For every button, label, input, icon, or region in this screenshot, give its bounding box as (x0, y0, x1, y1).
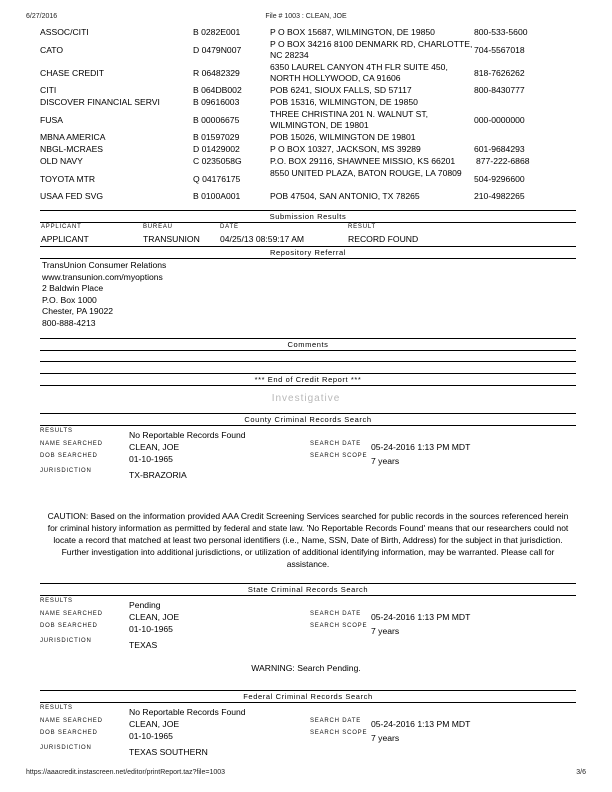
creditor-row: NBGL-MCRAES D 01429002 P O BOX 10327, JACKSON, MS 39289 601-9684293 (40, 144, 525, 154)
county-name: CLEAN, JOE (129, 442, 180, 452)
jurisdiction-label: JURISDICTION (40, 468, 92, 474)
county-dob: 01-10-1965 (129, 454, 173, 464)
applicant-label: APPLICANT (41, 224, 82, 230)
federal-result: No Reportable Records Found (129, 707, 246, 717)
county-jurisdiction: TX-BRAZORIA (129, 470, 187, 480)
applicant-value: APPLICANT (41, 234, 89, 244)
state-search-header: State Criminal Records Search (40, 583, 576, 596)
creditor-row: USAA FED SVG B 0100A001 POB 47504, SAN ANTONIO, TX 78265 210-4982265 (40, 191, 525, 201)
bureau-value: TRANSUNION (143, 234, 200, 244)
search-scope-label: SEARCH SCOPE (310, 623, 368, 629)
dob-searched-label: DOB SEARCHED (40, 623, 98, 629)
warning-text: WARNING: Search Pending. (251, 663, 361, 673)
comments-header: Comments (40, 338, 576, 351)
search-date-label: SEARCH DATE (310, 718, 362, 724)
caution-text: CAUTION: Based on the information provided AAA Credit Screening Services searched for public records in the sources referenced herein for criminal history information as permitted by federal and state law. 'No Reportable Records Found' means that our researchers could not locate a record that matched at least two personal identifiers (i.e., Name, SSN, Date of Birth, Address) for the subject in that jurisdiction. Further investigation into additional jurisdictions, or utilization of additional identifying information, may be warranted. Please call for assistance. (47, 511, 569, 569)
result-label: RESULT (348, 224, 377, 230)
creditor-row: TOYOTA MTR Q 04176175 8550 UNITED PLAZA, BATON ROUGE, LA 70809 504-9296600 (40, 168, 525, 184)
creditor-row: CITI B 064DB002 POB 6241, SIOUX FALLS, SD 57117 800-8430777 (40, 85, 525, 95)
federal-dob: 01-10-1965 (129, 731, 173, 741)
name-searched-label: NAME SEARCHED (40, 441, 103, 447)
investigative-title: Investigative (271, 393, 341, 404)
dob-searched-label: DOB SEARCHED (40, 453, 98, 459)
state-search-scope: 7 years (371, 626, 400, 636)
federal-jurisdiction: TEXAS SOUTHERN (129, 747, 208, 757)
county-result: No Reportable Records Found (129, 430, 246, 440)
file-title: File # 1003 : CLEAN, JOE (265, 13, 347, 20)
search-scope-label: SEARCH SCOPE (310, 730, 368, 736)
footer-url[interactable]: https://aaacredit.instascreen.net/editor/printReport.taz?file=1003 (26, 769, 226, 776)
submission-results-header: Submission Results (40, 210, 576, 223)
creditor-table (40, 27, 576, 203)
state-dob: 01-10-1965 (129, 624, 173, 634)
creditor-row: DISCOVER FINANCIAL SERVI B 09616003 POB 15316, WILMINGTON, DE 19850 (40, 97, 418, 107)
federal-search-scope: 7 years (371, 733, 400, 743)
search-date-label: SEARCH DATE (310, 441, 362, 447)
date-value: 04/25/13 08:59:17 AM (220, 234, 305, 244)
county-search-scope: 7 years (371, 456, 400, 466)
name-searched-label: NAME SEARCHED (40, 611, 103, 617)
jurisdiction-label: JURISDICTION (40, 638, 92, 644)
state-name: CLEAN, JOE (129, 612, 180, 622)
creditor-row: MBNA AMERICA B 01597029 POB 15026, WILMINGTON DE 19801 (40, 132, 416, 142)
federal-search-header: Federal Criminal Records Search (40, 690, 576, 703)
page-number: 3/6 (576, 769, 586, 776)
divider (40, 361, 576, 362)
date-label: DATE (220, 224, 239, 230)
search-date-label: SEARCH DATE (310, 611, 362, 617)
creditor-row: ASSOC/CITI B 0282E001 P O BOX 15687, WILMINGTON, DE 19850 800-533-5600 (40, 27, 528, 37)
print-date: 6/27/2016 (26, 13, 58, 20)
county-search-header: County Criminal Records Search (40, 413, 576, 426)
results-label: RESULTS (40, 598, 73, 604)
federal-search-date: 05-24-2016 1:13 PM MDT (371, 719, 471, 729)
creditor-row: FUSA B 00006675 THREE CHRISTINA 201 N. WALNUT ST, WILMINGTON, DE 19801 000-0000000 (40, 109, 525, 130)
state-jurisdiction: TEXAS (129, 640, 158, 650)
creditor-row: CATO D 0479N007 P O BOX 34216 8100 DENMARK RD, CHARLOTTE, NC 28234 704-5567018 (40, 39, 525, 60)
end-of-report: *** End of Credit Report *** (40, 373, 576, 386)
creditor-row: OLD NAVY C 0235058G P.O. BOX 29116, SHAWNEE MISSIO, KS 66201 877-222-6868 (40, 156, 530, 166)
dob-searched-label: DOB SEARCHED (40, 730, 98, 736)
creditor-row: CHASE CREDIT R 06482329 6350 LAUREL CANYON 4TH FLR SUITE 450, NORTH HOLLYWOOD, CA 91606 818-7626262 (40, 62, 525, 83)
repository-address: TransUnion Consumer Relations www.transunion.com/myoptions 2 Baldwin Place P.O. Box 1000 Chester, PA 19022 800-888-4213 (42, 260, 167, 328)
name-searched-label: NAME SEARCHED (40, 718, 103, 724)
state-result: Pending (129, 600, 161, 610)
repository-referral-header: Repository Referral (40, 246, 576, 259)
results-label: RESULTS (40, 428, 73, 434)
federal-name: CLEAN, JOE (129, 719, 180, 729)
jurisdiction-label: JURISDICTION (40, 745, 92, 751)
search-scope-label: SEARCH SCOPE (310, 453, 368, 459)
state-search-date: 05-24-2016 1:13 PM MDT (371, 612, 471, 622)
county-search-date: 05-24-2016 1:13 PM MDT (371, 442, 471, 452)
results-label: RESULTS (40, 705, 73, 711)
result-value: RECORD FOUND (348, 234, 419, 244)
bureau-label: BUREAU (143, 224, 173, 230)
